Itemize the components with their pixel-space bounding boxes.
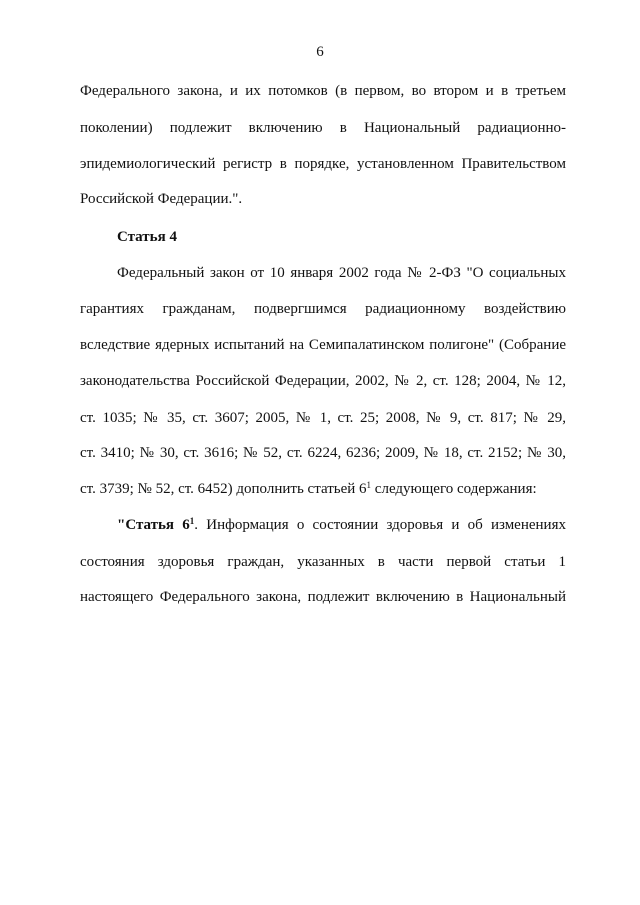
text-line: эпидемиологический регистр в порядке, установленном Правительством: [80, 156, 566, 172]
text-line: Федерального закона, и их потомков (в первом, во втором и в третьем: [80, 83, 566, 99]
text-line: гарантиях гражданам, подвергшимся радиационному воздействию: [80, 301, 566, 317]
text-segment: . Информация о состоянии здоровья и об изменениях: [194, 517, 566, 533]
text-line: поколении) подлежит включению в Национальный радиационно-: [80, 120, 566, 136]
text-line: Российской Федерации.".: [80, 191, 243, 207]
superscript: 1: [366, 480, 372, 490]
page-number: 6: [316, 44, 324, 60]
superscript: 1: [189, 516, 195, 526]
text-line: состояния здоровья граждан, указанных в части первой статьи 1: [80, 554, 566, 570]
text-line: настоящего Федерального закона, подлежит включению в Национальный: [80, 589, 566, 605]
text-segment: ст. 3739; № 52, ст. 6452) дополнить статьей 6: [80, 481, 367, 497]
text-line: вследствие ядерных испытаний на Семипалатинском полигоне" (Собрание: [80, 337, 566, 353]
text-line: ст. 3410; № 30, ст. 3616; № 52, ст. 6224, 6236; 2009, № 18, ст. 2152; № 30,: [80, 445, 566, 461]
text-line: Федеральный закон от 10 января 2002 года № 2-ФЗ "О социальных: [117, 265, 566, 281]
article-title: "Статья $6^1$: [117, 516, 195, 533]
text-line: ст. 1035; № 35, ст. 3607; 2005, № 1, ст. 25; 2008, № 9, ст. 817; № 29,: [80, 410, 566, 426]
article-heading: Статья 4: [117, 229, 177, 245]
text-line: законодательства Российской Федерации, 2002, № 2, ст. 128; 2004, № 12,: [80, 373, 566, 389]
text-line: [117, 515, 566, 535]
text-line: [80, 479, 566, 499]
text-segment: следующего содержания:: [371, 481, 537, 497]
